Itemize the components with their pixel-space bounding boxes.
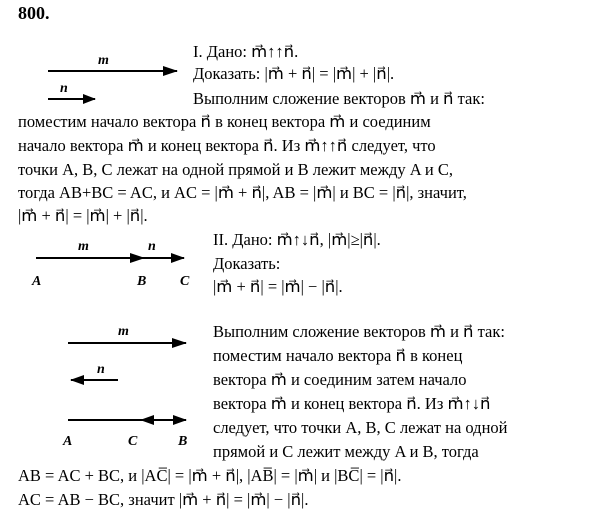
part2-text-line: AC = AB − BC, значит |m⃗ + n⃗| = |m⃗| − |n⃗|. <box>18 490 309 509</box>
part2-prove: |m⃗ + n⃗| = |m⃗| − |n⃗|. <box>213 277 343 296</box>
part1-given: I. Дано: m⃗↑↑n⃗. <box>193 42 299 61</box>
point-c-label: C <box>180 274 190 289</box>
point-a-label: A <box>32 274 42 289</box>
part1-text-line: точки A, B, C лежат на одной прямой и B лежит между A и C, <box>18 160 453 179</box>
fig2-m-label: m⃗ <box>78 239 100 254</box>
bc-arrowhead <box>171 253 185 263</box>
part1-text-line: тогда AB+BC = AC, и AC = |m⃗ + n⃗|, AB = |m⃗| и BC = |n⃗|, значит, <box>18 183 467 202</box>
fig3-vector-n-arrowhead <box>70 375 84 385</box>
part2-text-line: вектора m⃗ и соединим затем начало <box>213 370 467 389</box>
part2-text-line: AB = AC + BC, и |AC̅| = |m⃗ + n⃗|, |AB̅| = |m⃗| и |BC̅| = |n⃗|. <box>18 466 402 485</box>
part2-given: II. Дано: m⃗↑↓n⃗, |m⃗|≥|n⃗|. <box>213 230 381 249</box>
part2-text-line: вектора m⃗ и конец вектора n⃗. Из m⃗↑↓n⃗ <box>213 394 491 413</box>
fig4-c-arrowhead <box>140 415 154 425</box>
fig3-n-label: n⃗ <box>97 362 116 377</box>
fig2-n-label: n⃗ <box>148 239 167 254</box>
part2-prove-label: Доказать: <box>213 254 281 273</box>
vector-m-arrowhead <box>163 66 178 76</box>
vector-n-arrowhead <box>83 94 96 104</box>
fig3-m-label: m⃗ <box>118 324 140 339</box>
vector-n-label: n⃗ <box>60 81 79 96</box>
vector-m-label: m⃗ <box>98 53 120 68</box>
fig4-b-arrowhead <box>173 415 187 425</box>
part2-text-line: прямой и C лежит между A и B, тогда <box>213 442 479 461</box>
ab-arrowhead <box>130 253 145 263</box>
part2-text-line: поместим начало вектора n⃗ в конец <box>213 346 463 365</box>
point-b-label: B <box>137 274 147 289</box>
fig4-point-b-label: B <box>178 434 188 449</box>
part1-text-line: начало вектора m⃗ и конец вектора n⃗. Из m⃗↑↑n⃗ следует, что <box>18 136 436 155</box>
part1-text-line: Выполним сложение векторов m⃗ и n⃗ так: <box>193 89 485 108</box>
part1-text-line: поместим начало вектора n⃗ в конец вектора m⃗ и соединим <box>18 112 431 131</box>
part1-prove: Доказать: |m⃗ + n⃗| = |m⃗| + |n⃗|. <box>193 64 395 83</box>
fig3-vector-m-arrowhead <box>172 338 187 348</box>
part2-text-line: Выполним сложение векторов m⃗ и n⃗ так: <box>213 322 505 341</box>
problem-number: 800. <box>18 3 50 23</box>
fig4-point-c-label: C <box>128 434 138 449</box>
part1-text-line: |m⃗ + n⃗| = |m⃗| + |n⃗|. <box>18 206 148 225</box>
part2-text-line: следует, что точки A, B, C лежат на одной <box>213 418 508 437</box>
fig4-point-a-label: A <box>63 434 73 449</box>
